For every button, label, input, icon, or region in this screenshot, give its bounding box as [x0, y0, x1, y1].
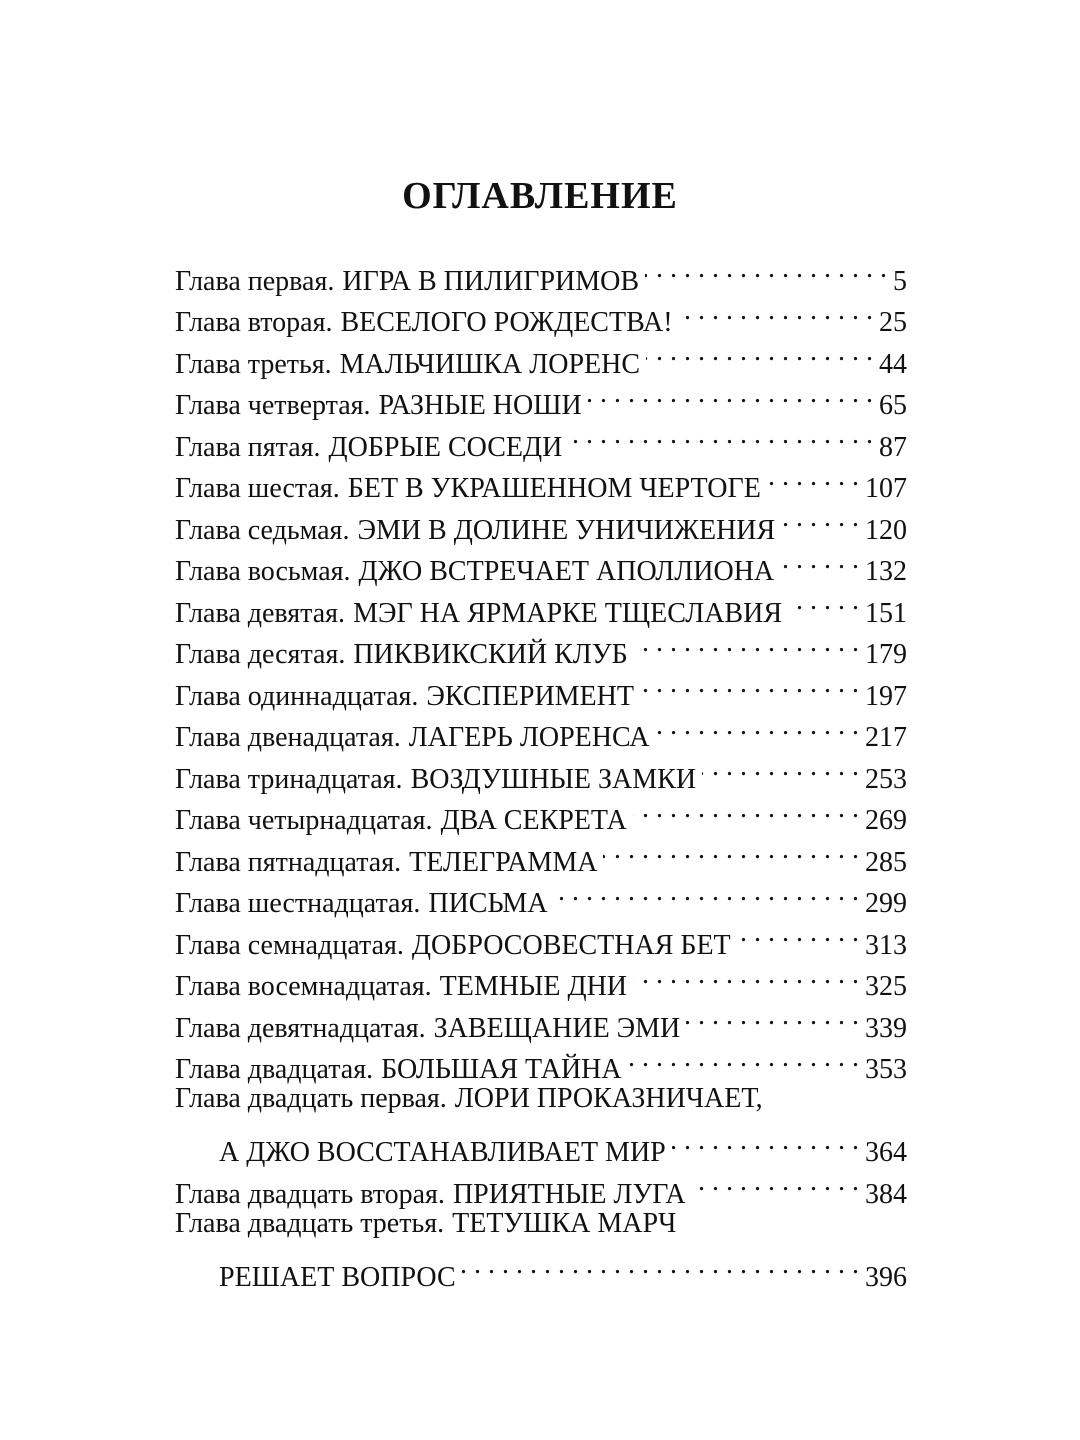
dot-leader	[686, 995, 859, 1037]
chapter-label: Глава пятнадцатая.	[175, 846, 402, 878]
chapter-title: ИГРА В ПИЛИГРИМОВ	[342, 265, 640, 297]
dot-leader	[656, 705, 860, 747]
chapter-title: ЛОРИ ПРОКАЗНИЧАЕТ,	[454, 1083, 763, 1114]
page-number: 87	[879, 431, 907, 463]
dot-leader	[462, 1244, 859, 1286]
page-number: 253	[865, 763, 907, 795]
chapter-title: ВЕСЕЛОГО РОЖДЕСТВА!	[340, 307, 673, 338]
chapter-label: Глава четвертая.	[175, 390, 371, 421]
chapter-label: Глава девятнадцатая.	[175, 1012, 426, 1044]
chapter-label: Глава четырнадцатая.	[175, 805, 433, 836]
chapter-title: МЭГ НА ЯРМАРКЕ ТЩЕСЛАВИЯ	[353, 597, 783, 629]
chapter-label: Глава двадцать третья.	[175, 1207, 445, 1239]
dot-leader	[633, 788, 859, 830]
chapter-title: ПРИЯТНЫЕ ЛУГА	[452, 1178, 686, 1210]
dot-leader	[692, 1161, 859, 1203]
chapter-title: ТЕТУШКА МАРЧ	[452, 1207, 677, 1239]
dot-leader	[628, 1037, 859, 1079]
page-number: 353	[865, 1054, 907, 1085]
dot-leader	[780, 539, 859, 581]
chapter-label: Глава пятая.	[175, 431, 321, 463]
chapter-title-continuation: А ДЖО ВОССТАНАВЛИВАЕТ МИР	[219, 1137, 666, 1168]
toc-line	[175, 1078, 907, 1120]
page-number: 313	[865, 929, 907, 961]
toc-line	[175, 248, 907, 297]
chapter-title-continuation: РЕШАЕТ ВОПРОС	[219, 1261, 456, 1293]
toc-entry	[175, 1203, 907, 1293]
chapter-title: ДОБРЫЕ СОСЕДИ	[328, 431, 563, 463]
dot-leader	[781, 497, 859, 539]
page-number: 285	[865, 846, 907, 878]
chapter-label: Глава шестая.	[175, 473, 340, 504]
page-number: 120	[865, 514, 907, 546]
page-number: 325	[865, 971, 907, 1002]
chapter-title: ДВА СЕКРЕТА	[440, 805, 627, 836]
page-number: 197	[865, 680, 907, 712]
chapter-label: Глава двадцать первая.	[175, 1083, 447, 1114]
dot-leader	[554, 871, 859, 913]
page-number: 25	[879, 307, 907, 338]
chapter-title: ПИСЬМА	[428, 888, 548, 919]
dot-leader	[646, 331, 873, 373]
chapter-title: ТЕЛЕГРАММА	[409, 846, 598, 878]
chapter-title: РАЗНЫЕ НОШИ	[378, 390, 582, 421]
table-of-contents	[175, 248, 907, 1293]
chapter-label: Глава одиннадцатая.	[175, 680, 419, 712]
dot-leader	[588, 373, 873, 415]
chapter-title: ЭМИ В ДОЛИНЕ УНИЧИЖЕНИЯ	[357, 514, 776, 546]
chapter-title: ДЖО ВСТРЕЧАЕТ АПОЛЛИОНА	[358, 556, 775, 587]
chapter-label: Глава третья.	[175, 348, 332, 380]
dot-leader	[640, 663, 859, 705]
chapter-title: БЕТ В УКРАШЕННОМ ЧЕРТОГЕ	[347, 473, 761, 504]
toc-line-continuation	[175, 1244, 907, 1293]
chapter-title: БОЛЬШАЯ ТАЙНА	[381, 1054, 622, 1085]
dot-leader	[633, 954, 859, 996]
chapter-label: Глава тринадцатая.	[175, 763, 403, 795]
page-number: 132	[865, 556, 907, 587]
page-number: 364	[865, 1137, 907, 1168]
chapter-title: ВОЗДУШНЫЕ ЗАМКИ	[410, 763, 697, 795]
chapter-label: Глава первая.	[175, 265, 335, 297]
chapter-label: Глава восемнадцатая.	[175, 971, 432, 1002]
dot-leader	[568, 414, 873, 456]
chapter-label: Глава вторая.	[175, 307, 333, 338]
page-number: 299	[865, 888, 907, 919]
chapter-label: Глава девятая.	[175, 597, 346, 629]
dot-leader	[645, 248, 887, 290]
chapter-label: Глава шестнадцатая.	[175, 888, 421, 919]
dot-leader	[603, 829, 859, 871]
toc-line-continuation	[175, 1120, 907, 1168]
page-number: 179	[865, 639, 907, 670]
page-number: 269	[865, 805, 907, 836]
chapter-title: ЗАВЕЩАНИЕ ЭМИ	[433, 1012, 681, 1044]
page-number: 339	[865, 1012, 907, 1044]
page-number: 5	[893, 265, 907, 297]
toc-entry	[175, 248, 907, 297]
dot-leader	[737, 912, 859, 954]
chapter-title: ЭКСПЕРИМЕНТ	[426, 680, 634, 712]
chapter-label: Глава седьмая.	[175, 514, 350, 546]
chapter-label: Глава двенадцатая.	[175, 722, 401, 753]
dot-leader	[634, 622, 859, 664]
page-number: 44	[879, 348, 907, 380]
dot-leader	[767, 456, 859, 498]
dot-leader	[672, 1120, 859, 1162]
page-number: 107	[865, 473, 907, 504]
page-title: ОГЛАВЛЕНИЕ	[402, 175, 678, 217]
chapter-title: ПИКВИКСКИЙ КЛУБ	[353, 639, 628, 670]
dot-leader	[702, 746, 859, 788]
chapter-label: Глава семнадцатая.	[175, 929, 404, 961]
chapter-title: МАЛЬЧИШКА ЛОРЕНС	[339, 348, 641, 380]
chapter-title: ДОБРОСОВЕСТНАЯ БЕТ	[411, 929, 731, 961]
chapter-title: ТЕМНЫЕ ДНИ	[439, 971, 628, 1002]
toc-entry	[175, 1078, 907, 1168]
chapter-label: Глава восьмая.	[175, 556, 351, 587]
chapter-title: ЛАГЕРЬ ЛОРЕНСА	[408, 722, 650, 753]
page-number: 151	[865, 597, 907, 629]
dot-leader	[788, 580, 859, 622]
page-number: 65	[879, 390, 907, 421]
page-number: 217	[865, 722, 907, 753]
page-number: 396	[865, 1261, 907, 1293]
page-number: 384	[865, 1178, 907, 1210]
chapter-label: Глава десятая.	[175, 639, 346, 670]
chapter-label: Глава двадцатая.	[175, 1054, 374, 1085]
toc-line	[175, 1203, 907, 1245]
chapter-label: Глава двадцать вторая.	[175, 1178, 445, 1210]
dot-leader	[679, 290, 873, 332]
